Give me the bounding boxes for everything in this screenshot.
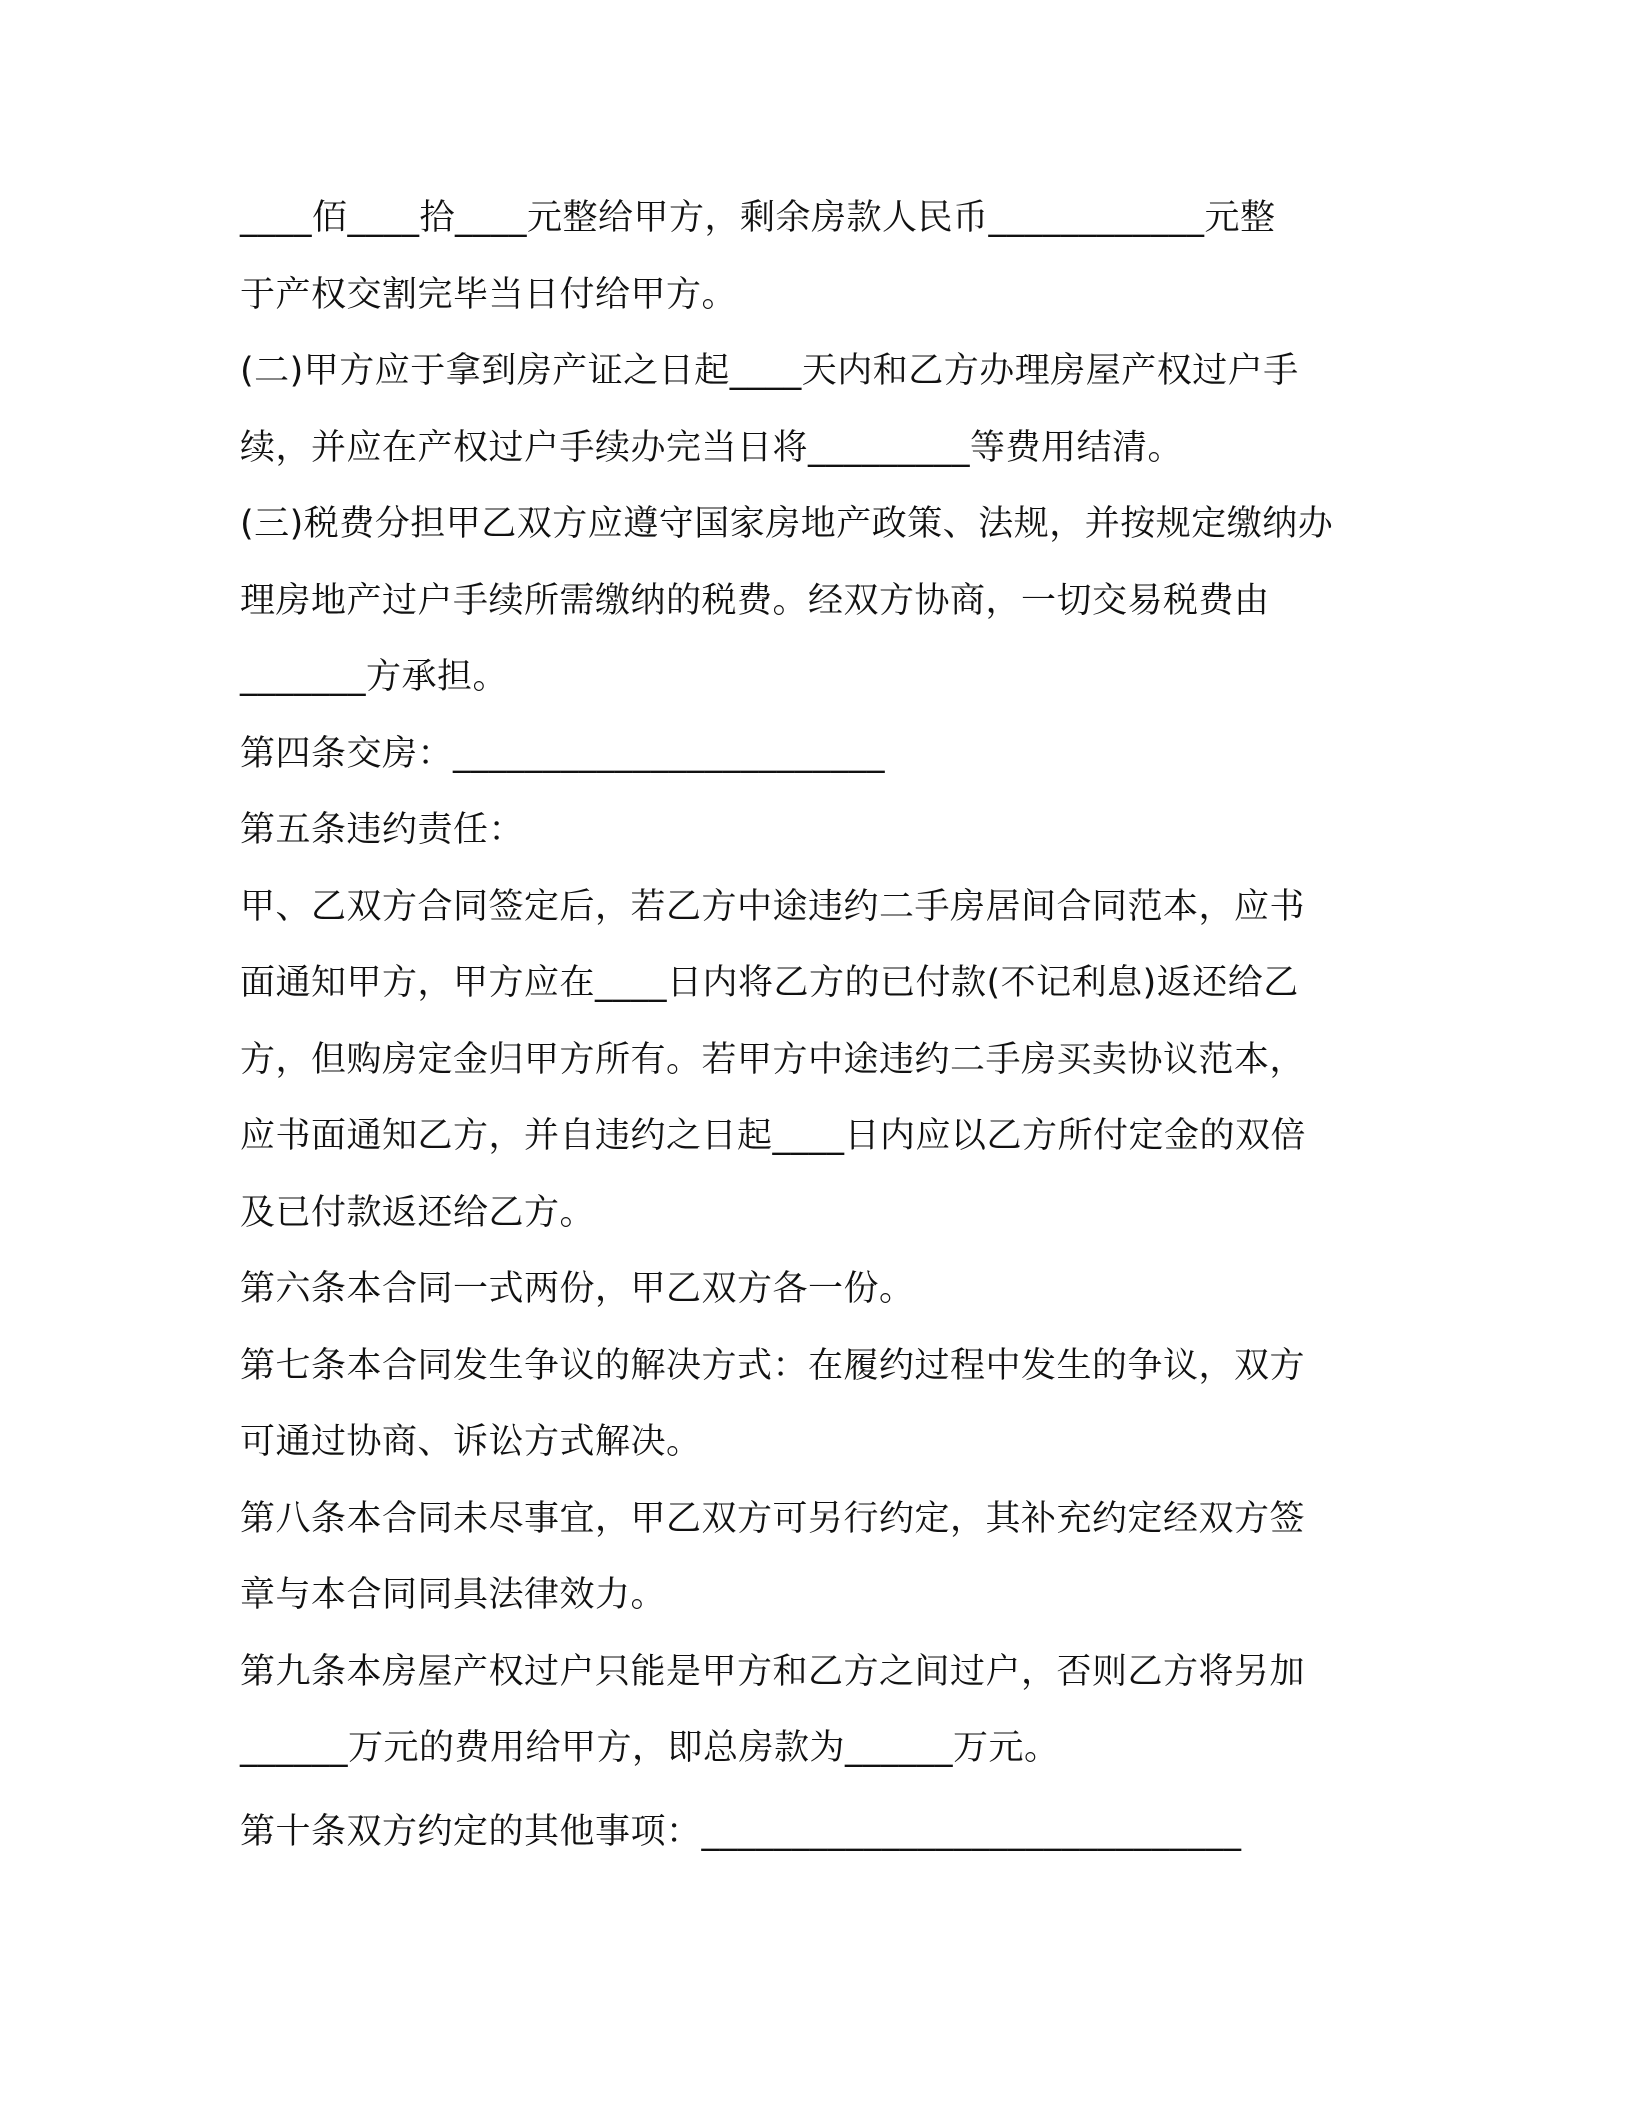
text-line: 应书面通知乙方，并自违约之日起____日内应以乙方所付定金的双倍 [240, 1116, 1307, 1156]
text-line: 第六条本合同一式两份，甲乙双方各一份。 [240, 1269, 915, 1309]
text-line: 第五条违约责任： [240, 810, 525, 850]
text-line: 章与本合同同具法律效力。 [240, 1575, 667, 1615]
text-line: 可通过协商、诉讼方式解决。 [240, 1422, 702, 1462]
text-line: ______万元的费用给甲方，即总房款为______万元。 [240, 1728, 1060, 1768]
text-line: 方，但购房定金归甲方所有。若甲方中途违约二手房买卖协议范本， [240, 1040, 1306, 1080]
text-line: (三)税费分担甲乙双方应遵守国家房地产政策、法规，并按规定缴纳办 [240, 504, 1334, 544]
text-line: 面通知甲方，甲方应在____日内将乙方的已付款(不记利息)返还给乙 [240, 963, 1299, 1003]
text-line: 第十条双方约定的其他事项：______________________________ [240, 1812, 1242, 1852]
text-line: (二)甲方应于拿到房产证之日起____天内和乙方办理房屋产权过户手 [240, 351, 1299, 391]
text-line: ____佰____拾____元整给甲方，剩余房款人民币____________元整 [240, 198, 1276, 238]
text-line: 第八条本合同未尽事宜，甲乙双方可另行约定，其补充约定经双方签 [240, 1499, 1306, 1539]
text-line: 及已付款返还给乙方。 [240, 1193, 596, 1233]
text-line: 续，并应在产权过户手续办完当日将_________等费用结清。 [240, 428, 1184, 468]
text-line: 于产权交割完毕当日付给甲方。 [240, 275, 738, 315]
text-line: 第四条交房：________________________ [240, 734, 886, 774]
text-line: 第七条本合同发生争议的解决方式：在履约过程中发生的争议，双方 [240, 1346, 1306, 1386]
text-line: 甲、乙双方合同签定后，若乙方中途违约二手房居间合同范本，应书 [240, 887, 1306, 927]
text-line: _______方承担。 [240, 657, 509, 697]
text-line: 第九条本房屋产权过户只能是甲方和乙方之间过户，否则乙方将另加 [240, 1652, 1306, 1692]
text-line: 理房地产过户手续所需缴纳的税费。经双方协商，一切交易税费由 [240, 581, 1270, 621]
